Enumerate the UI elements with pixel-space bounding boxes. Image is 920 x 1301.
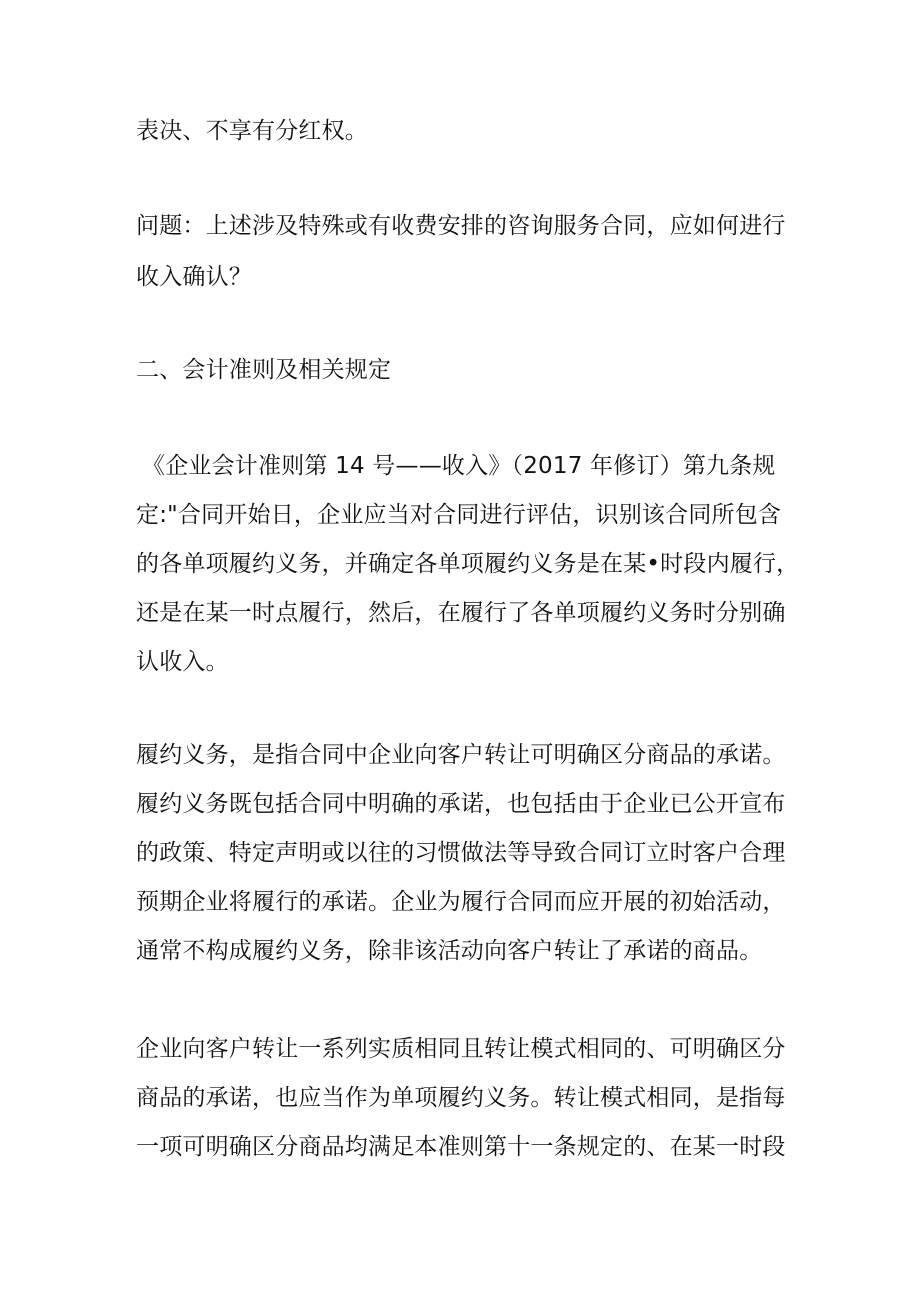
paragraph-line: 定:"合同开始日，企业应当对合同进行评估，识别该合同所包含 xyxy=(136,502,782,528)
paragraph-line: 《企业会计准则第 14 号——收入》（2017 年修订）第九条规 xyxy=(142,453,776,479)
question-line: 收入确认？ xyxy=(136,264,252,290)
paragraph-line: 还是在某一时点履行，然后，在履行了各单项履约义务时分别确 xyxy=(136,600,786,626)
paragraph-line: 履约义务，是指合同中企业向客户转让可明确区分商品的承诺。 xyxy=(136,742,786,768)
paragraph-line: 商品的承诺，也应当作为单项履约义务。转让模式相同，是指每 xyxy=(136,1085,786,1111)
text-line: 表决、不享有分红权。 xyxy=(136,118,368,144)
paragraph-line: 通常不构成履约义务，除非该活动向客户转让了承诺的商品。 xyxy=(136,938,763,964)
paragraph-line: 企业向客户转让一系列实质相同且转让模式相同的、可明确区分 xyxy=(136,1036,786,1062)
question-line: 问题：上述涉及特殊或有收费安排的咨询服务合同，应如何进行 xyxy=(136,213,786,239)
paragraph-line: 的政策、特定声明或以往的习惯做法等导致合同订立时客户合理 xyxy=(136,840,786,866)
paragraph-line: 预期企业将履行的承诺。企业为履行合同而应开展的初始活动， xyxy=(136,889,786,915)
paragraph-line: 履约义务既包括合同中明确的承诺，也包括由于企业已公开宣布 xyxy=(136,791,786,817)
section-heading: 二、会计准则及相关规定 xyxy=(136,357,392,383)
paragraph-line: 认收入。 xyxy=(136,649,229,675)
paragraph-line: 一项可明确区分商品均满足本准则第十一条规定的、在某一时段 xyxy=(136,1134,786,1160)
paragraph-line: 的各单项履约义务，并确定各单项履约义务是在某•时段内履行， xyxy=(136,551,800,577)
